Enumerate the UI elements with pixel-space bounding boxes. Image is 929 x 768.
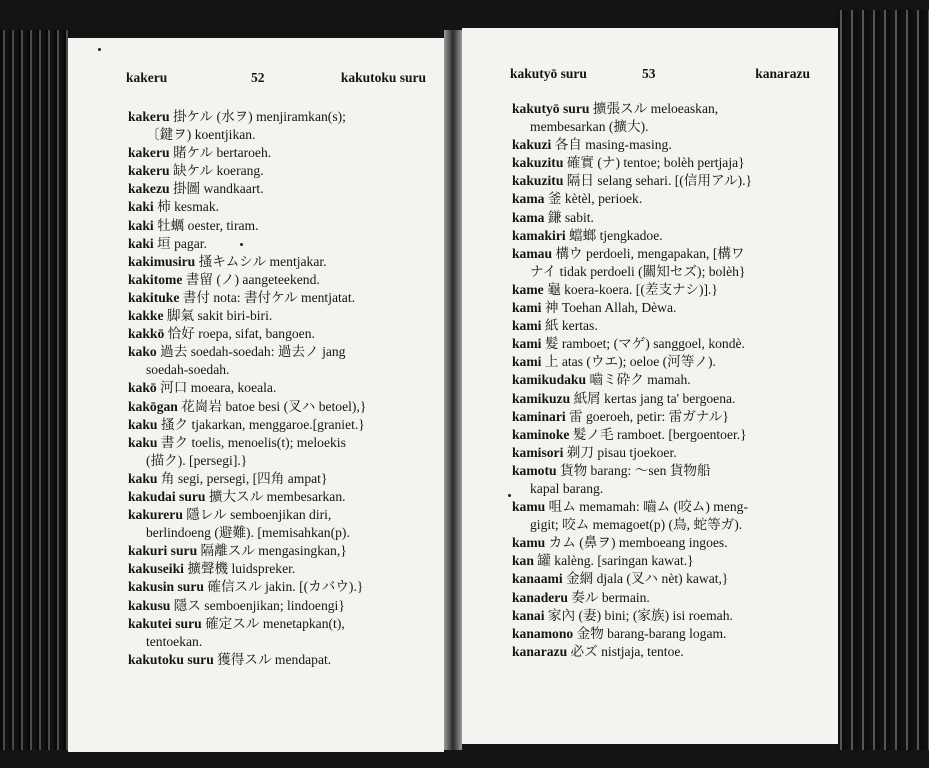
- dictionary-entry: [128, 162, 366, 180]
- entry-definition: 書付 nota: 書付ケル mentjatat.: [179, 289, 356, 305]
- entry-headword: kamikudaku: [512, 372, 587, 388]
- entry-definition: ナイ tidak perdoeli (關知セズ); bolèh}: [530, 263, 746, 279]
- entry-headword: kanarazu: [512, 643, 568, 659]
- dictionary-entry: [128, 144, 366, 162]
- right-header-last-word: kanarazu: [755, 66, 810, 81]
- dictionary-entry: [128, 325, 366, 343]
- entry-headword: kaki: [128, 217, 154, 233]
- left-page-edges: [0, 30, 70, 750]
- dictionary-entry: [512, 245, 752, 263]
- entry-definition: 搔キムシル mentjakar.: [195, 253, 327, 269]
- entry-definition: berlindoeng (避難). [memisahkan(p).: [146, 525, 350, 541]
- dictionary-entry: [128, 217, 366, 235]
- dictionary-entry: [512, 643, 752, 661]
- dictionary-entry: [512, 154, 752, 172]
- entry-definition: 垣 pagar.: [153, 235, 207, 251]
- entry-definition: 牡蠣 oester, tiram.: [153, 217, 259, 233]
- entry-definition: 脚氣 sakit biri-biri.: [163, 308, 273, 324]
- dictionary-entry: [512, 534, 752, 552]
- entry-definition: 紙 kertas.: [541, 318, 598, 334]
- entry-definition: 擴聲機 luidspreker.: [183, 561, 296, 577]
- entry-headword: kami: [512, 354, 542, 370]
- dictionary-entry: [512, 100, 752, 118]
- dictionary-entry: [512, 444, 752, 462]
- entry-definition: 髮 ramboet; (マゲ) sanggoel, kondè.: [541, 336, 745, 352]
- dictionary-entry: [128, 271, 366, 289]
- dictionary-entry: [512, 299, 752, 317]
- entry-definition: 釜 kètèl, perioek.: [544, 191, 643, 207]
- left-page-number: 52: [251, 70, 265, 85]
- dictionary-entry: [128, 253, 366, 271]
- entry-definition: 上 atas (ウエ); oeloe (河等ノ).: [541, 354, 716, 370]
- entry-definition: 咀ム memamah: 嚙ム (咬ム) meng-: [545, 499, 748, 515]
- entry-definition: 恰好 roepa, sifat, bangoen.: [164, 326, 315, 342]
- entry-definition: 缺ケル koerang.: [169, 163, 264, 179]
- entry-definition: gigit; 咬ム memagoet(p) (鳥, 蛇等ガ).: [530, 517, 743, 533]
- entry-headword: kaki: [128, 235, 154, 251]
- entry-definition: 剃刀 pisau tjoekoer.: [563, 444, 677, 460]
- entry-headword: kamu: [512, 535, 546, 551]
- entry-definition: 構ウ perdoeli, mengapakan, [構ワ: [552, 245, 745, 261]
- dictionary-entry: [128, 198, 366, 216]
- right-page: [462, 28, 838, 744]
- entry-headword: kakimusiru: [128, 253, 196, 269]
- dictionary-entry: [128, 307, 366, 325]
- entry-definition: 必ズ nistjaja, tentoe.: [567, 643, 684, 659]
- entry-headword: kanamono: [512, 625, 574, 641]
- left-header-last-word: kakutoku suru: [340, 70, 426, 85]
- entry-definition: 獲得スル mendapat.: [213, 651, 332, 667]
- entry-definition: kapal barang.: [530, 480, 604, 496]
- right-entries: [512, 100, 752, 661]
- entry-headword: kakuzitu: [512, 173, 564, 189]
- entry-continuation: [512, 118, 752, 136]
- entry-definition: 各自 masing-masing.: [551, 137, 672, 153]
- dictionary-entry: [128, 506, 366, 524]
- dictionary-entry: [512, 625, 752, 643]
- scan-speck: [240, 243, 243, 246]
- dictionary-entry: [512, 607, 752, 625]
- right-page-edges: [836, 10, 929, 750]
- entry-definition: 掛ケル (水ヲ) menjiramkan(s);: [169, 109, 346, 124]
- entry-definition: 隔離スル mengasingkan,}: [197, 543, 347, 559]
- entry-headword: kakke: [128, 308, 164, 324]
- dictionary-entry: [512, 190, 752, 208]
- left-page: [68, 38, 444, 752]
- dictionary-entry: [128, 578, 366, 596]
- entry-headword: kaku: [128, 470, 158, 486]
- entry-headword: kakusin suru: [128, 579, 204, 595]
- entry-headword: kanaami: [512, 571, 563, 587]
- entry-definition: 搔ク tjakarkan, menggaroe.[graniet.}: [157, 416, 365, 432]
- entry-headword: kaku: [128, 416, 158, 432]
- entry-headword: kan: [512, 553, 534, 569]
- entry-headword: kaminoke: [512, 426, 570, 442]
- left-entries: [128, 108, 366, 669]
- entry-definition: 擴大スル membesarkan.: [205, 488, 346, 504]
- dictionary-entry: [128, 597, 366, 615]
- entry-headword: kakudai suru: [128, 488, 206, 504]
- entry-headword: kaminari: [512, 408, 566, 424]
- entry-headword: kame: [512, 281, 544, 297]
- entry-headword: kaku: [128, 434, 158, 450]
- scan-speck: [508, 494, 511, 497]
- entry-definition: 柿 kesmak.: [153, 199, 220, 215]
- dictionary-entry: [512, 570, 752, 588]
- entry-headword: kamu: [512, 499, 546, 515]
- entry-definition: 確實 (ナ) tentoe; bolèh pertjaja}: [563, 155, 745, 171]
- entry-headword: kami: [512, 336, 542, 352]
- dictionary-entry: [512, 390, 752, 408]
- entry-definition: 金物 barang-barang logam.: [573, 625, 727, 641]
- entry-definition: 隔日 selang sehari. [(信用アル).}: [563, 173, 753, 189]
- dictionary-entry: [512, 589, 752, 607]
- entry-definition: 蟷螂 tjengkadoe.: [565, 227, 663, 243]
- dictionary-entry: [512, 209, 752, 227]
- entry-definition: 確定スル menetapkan(t),: [201, 615, 345, 631]
- entry-headword: kakeru: [128, 109, 170, 124]
- dictionary-entry: [128, 651, 366, 669]
- dictionary-entry: [512, 227, 752, 245]
- entry-continuation: [512, 263, 752, 281]
- entry-continuation: [512, 480, 752, 498]
- entry-definition: 書留 (ノ) aangeteekend.: [182, 271, 320, 287]
- entry-definition: 掛圖 wandkaart.: [169, 181, 264, 197]
- dictionary-entry: [512, 498, 752, 516]
- entry-headword: kakusu: [128, 597, 171, 613]
- entry-headword: kakuseiki: [128, 561, 184, 577]
- entry-headword: kamotu: [512, 462, 557, 478]
- entry-definition: 罐 kalèng. [saringan kawat.}: [533, 553, 694, 569]
- dictionary-entry: [128, 180, 366, 198]
- dictionary-entry: [512, 353, 752, 371]
- entry-headword: kamakiri: [512, 227, 566, 243]
- entry-definition: 金網 djala (叉ハ nèt) kawat,}: [562, 571, 729, 587]
- dictionary-entry: [128, 108, 366, 126]
- left-header-first-word: kakeru: [126, 70, 168, 85]
- dictionary-entry: [512, 552, 752, 570]
- entry-definition: 鎌 sabit.: [544, 209, 594, 225]
- dictionary-entry: [512, 281, 752, 299]
- entry-headword: kanai: [512, 607, 545, 623]
- entry-definition: 確信スル jakin. [(カバウ).}: [203, 579, 364, 595]
- dictionary-entry: [512, 408, 752, 426]
- entry-headword: kakezu: [128, 181, 170, 197]
- dictionary-entry: [128, 434, 366, 452]
- entry-headword: kamau: [512, 245, 553, 261]
- entry-headword: kakureru: [128, 507, 183, 523]
- entry-definition: membesarkan (擴大).: [530, 119, 649, 135]
- entry-headword: kakutei suru: [128, 615, 202, 631]
- entry-headword: kakutyō suru: [512, 101, 590, 116]
- entry-headword: kakuzitu: [512, 155, 564, 171]
- entry-definition: 雷 goeroeh, petir: 雷ガナル}: [565, 408, 729, 424]
- dictionary-entry: [512, 462, 752, 480]
- entry-definition: 〔鍵ヲ) koentjikan.: [146, 127, 256, 143]
- entry-definition: 過去 soedah-soedah: 過去ノ jang: [156, 344, 346, 360]
- entry-continuation: [128, 361, 366, 379]
- entry-headword: kamikuzu: [512, 390, 571, 406]
- entry-definition: 河口 moeara, koeala.: [156, 380, 277, 396]
- entry-continuation: [128, 126, 366, 144]
- entry-definition: 隱ス semboenjikan; lindoengi}: [170, 597, 345, 613]
- dictionary-entry: [128, 542, 366, 560]
- entry-definition: 嚙ミ砕ク mamah.: [586, 372, 691, 388]
- entry-definition: 神 Toehan Allah, Dèwa.: [541, 300, 677, 316]
- entry-headword: kanaderu: [512, 589, 568, 605]
- entry-definition: (描ク). [persegi].}: [146, 452, 248, 468]
- entry-definition: 髮ノ毛 ramboet. [bergoentoer.}: [569, 426, 747, 442]
- dictionary-entry: [512, 172, 752, 190]
- entry-definition: 奏ル bermain.: [567, 589, 650, 605]
- dictionary-entry: [512, 136, 752, 154]
- entry-definition: tentoekan.: [146, 633, 203, 649]
- dictionary-entry: [128, 398, 366, 416]
- entry-headword: kako: [128, 344, 157, 360]
- right-page-number: 53: [642, 66, 656, 81]
- entry-headword: kamisori: [512, 444, 564, 460]
- entry-definition: 花崗岩 batoe besi (叉ハ betoel),}: [177, 398, 367, 414]
- entry-definition: 貨物 barang: ～sen 貨物船: [556, 462, 711, 478]
- entry-definition: 家內 (妻) bini; (家族) isi roemah.: [544, 607, 733, 623]
- entry-definition: soedah-soedah.: [146, 362, 230, 378]
- dictionary-entry: [512, 335, 752, 353]
- gutter: [444, 30, 462, 750]
- scan-speck: [98, 48, 101, 51]
- dictionary-entry: [128, 416, 366, 434]
- dictionary-entry: [128, 615, 366, 633]
- entry-definition: 隱レル semboenjikan diri,: [182, 507, 332, 523]
- entry-continuation: [512, 516, 752, 534]
- entry-headword: kakkō: [128, 326, 165, 342]
- entry-headword: kakō: [128, 380, 157, 396]
- entry-definition: カム (鼻ヲ) memboeang ingoes.: [545, 535, 728, 551]
- dictionary-entry: [512, 426, 752, 444]
- entry-definition: 角 segi, persegi, [四角 ampat}: [157, 470, 328, 486]
- entry-headword: kakuri suru: [128, 543, 198, 559]
- entry-headword: kama: [512, 209, 545, 225]
- entry-headword: kami: [512, 300, 542, 316]
- dictionary-entry: [128, 488, 366, 506]
- entry-headword: kakituke: [128, 289, 180, 305]
- entry-headword: kama: [512, 191, 545, 207]
- entry-continuation: [128, 452, 366, 470]
- entry-headword: kakitome: [128, 271, 183, 287]
- entry-headword: kaki: [128, 199, 154, 215]
- entry-continuation: [128, 524, 366, 542]
- entry-definition: 書ク toelis, menoelis(t); meloekis: [157, 434, 346, 450]
- entry-headword: kakeru: [128, 163, 170, 179]
- dictionary-entry: [128, 379, 366, 397]
- entry-headword: kakōgan: [128, 398, 178, 414]
- dictionary-entry: [128, 235, 366, 253]
- entry-definition: 紙屑 kertas jang ta' bergoena.: [570, 390, 736, 406]
- dictionary-entry: [128, 470, 366, 488]
- dictionary-entry: [128, 560, 366, 578]
- dictionary-entry: [128, 289, 366, 307]
- dictionary-entry: [512, 371, 752, 389]
- dictionary-entry: [128, 343, 366, 361]
- entry-headword: kakeru: [128, 145, 170, 161]
- dictionary-entry: [512, 317, 752, 335]
- entry-definition: 擴張スル meloeaskan,: [589, 101, 719, 116]
- entry-headword: kakutoku suru: [128, 651, 214, 667]
- entry-definition: 賭ケル bertaroeh.: [169, 145, 272, 161]
- entry-continuation: [128, 633, 366, 651]
- entry-definition: 龜 koera-koera. [(差支ナシ)].}: [543, 281, 718, 297]
- entry-headword: kakuzi: [512, 137, 552, 153]
- entry-headword: kami: [512, 318, 542, 334]
- right-header-first-word: kakutyō suru: [510, 66, 587, 81]
